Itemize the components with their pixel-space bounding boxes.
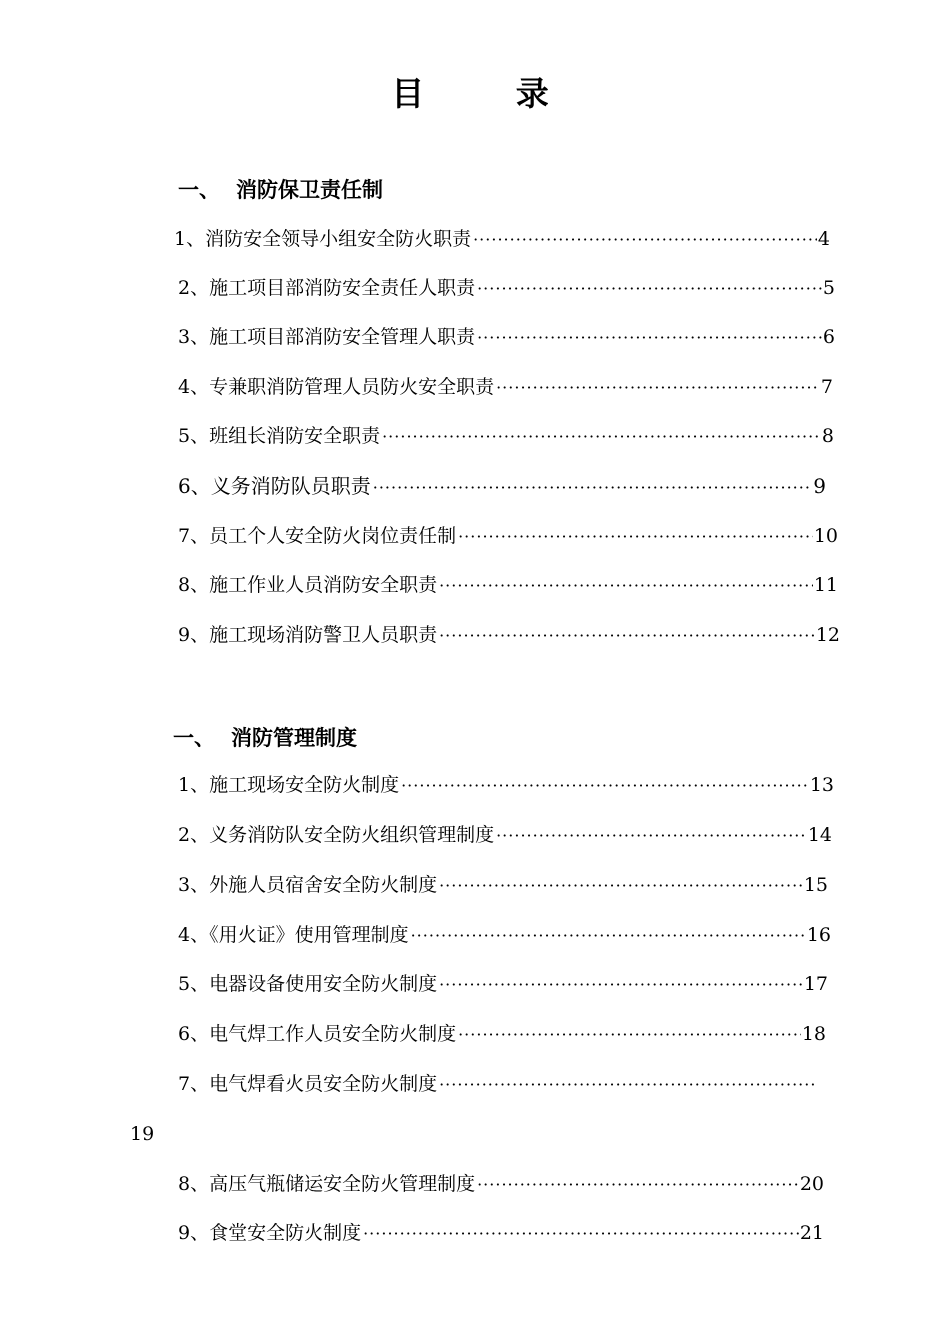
- leader-dots: [458, 1021, 801, 1049]
- leader-dots: [439, 872, 803, 900]
- leader-dots: [373, 474, 813, 502]
- toc-entry-page: 17: [803, 973, 828, 995]
- leader-dots: [477, 1171, 799, 1199]
- toc-entry-text: 8、高压气瓶储运安全防火管理制度: [178, 1173, 476, 1195]
- toc-entry-page: 8: [821, 425, 834, 447]
- toc-entry[interactable]: [178, 821, 832, 849]
- leader-dots: [439, 572, 813, 600]
- toc-entry-text: 5、班组长消防安全职责: [178, 425, 381, 447]
- toc-entry[interactable]: [178, 970, 828, 998]
- toc-entry[interactable]: [178, 1219, 824, 1247]
- toc-entry[interactable]: [178, 771, 834, 799]
- toc-entry-page: 5: [822, 277, 835, 299]
- section-heading-1: [178, 174, 383, 204]
- toc-entry-text: 5、电器设备使用安全防火制度: [178, 973, 438, 995]
- section-heading-2: [173, 722, 357, 752]
- section-number: 一、: [178, 178, 220, 202]
- leader-dots: [439, 622, 815, 650]
- toc-entry-text: 2、施工项目部消防安全责任人职责: [178, 277, 476, 299]
- toc-entry[interactable]: [178, 871, 828, 899]
- leader-dots: [458, 523, 813, 551]
- toc-entry-text: 1、消防安全领导小组安全防火职责: [174, 228, 472, 250]
- leader-dots: [401, 772, 809, 800]
- toc-entry-page: 7: [820, 376, 833, 398]
- toc-entry-page: 21: [799, 1222, 824, 1244]
- leader-dots: [477, 275, 822, 303]
- leader-dots: [496, 374, 820, 402]
- toc-entry-text: 7、电气焊看火员安全防火制度: [178, 1073, 438, 1095]
- toc-entry-text: 1、施工现场安全防火制度: [178, 774, 400, 796]
- toc-entry[interactable]: [174, 225, 830, 253]
- toc-entry-page: 6: [822, 326, 835, 348]
- toc-entry[interactable]: [178, 621, 840, 649]
- toc-entry-page: 15: [803, 874, 828, 896]
- toc-entry-page: 4: [817, 228, 830, 250]
- toc-entry[interactable]: [178, 1170, 824, 1198]
- toc-entry-text: 9、食堂安全防火制度: [178, 1222, 362, 1244]
- toc-entry[interactable]: [178, 921, 831, 949]
- leader-dots: [473, 226, 817, 254]
- leader-dots: [496, 822, 807, 850]
- toc-entry[interactable]: [178, 472, 826, 500]
- wrapped-page-number: 19: [130, 1123, 155, 1145]
- leader-dots: [382, 423, 821, 451]
- toc-entry[interactable]: [178, 274, 835, 302]
- toc-entry-text: 3、施工项目部消防安全管理人职责: [178, 326, 476, 348]
- leader-dots: [363, 1220, 799, 1248]
- toc-entry-page: 18: [801, 1023, 826, 1045]
- toc-entry[interactable]: [178, 323, 835, 351]
- toc-entry[interactable]: [178, 373, 833, 401]
- toc-entry-page: 10: [813, 525, 838, 547]
- toc-entry-text: 6、义务消防队员职责: [178, 474, 371, 498]
- leader-dots: [439, 1071, 817, 1099]
- toc-entry-page: 13: [809, 774, 834, 796]
- toc-entry-page: 11: [813, 574, 838, 596]
- toc-entry-page: 20: [799, 1173, 824, 1195]
- section-number: 一、: [173, 726, 215, 750]
- toc-entry-text: 3、外施人员宿舍安全防火制度: [178, 874, 438, 896]
- section-title: 消防保卫责任制: [236, 178, 383, 202]
- toc-entry-text: 4、专兼职消防管理人员防火安全职责: [178, 376, 495, 398]
- leader-dots: [439, 971, 803, 999]
- leader-dots: [477, 324, 822, 352]
- toc-entry-page: 14: [807, 824, 832, 846]
- toc-entry-text: 6、电气焊工作人员安全防火制度: [178, 1023, 457, 1045]
- toc-entry-page: 16: [806, 924, 831, 946]
- section-title: 消防管理制度: [231, 726, 357, 750]
- toc-entry-text: 7、员工个人安全防火岗位责任制: [178, 525, 457, 547]
- toc-entry-page: 9: [813, 474, 826, 498]
- toc-entry[interactable]: [178, 1070, 818, 1098]
- toc-entry-text: 2、义务消防队安全防火组织管理制度: [178, 824, 495, 846]
- toc-entry-text: 9、施工现场消防警卫人员职责: [178, 624, 438, 646]
- toc-entry[interactable]: [178, 522, 838, 550]
- toc-entry-text: 8、施工作业人员消防安全职责: [178, 574, 438, 596]
- toc-entry[interactable]: [178, 1020, 826, 1048]
- toc-entry-text: 4、《用火证》使用管理制度: [178, 924, 409, 946]
- toc-entry-page: 12: [815, 624, 840, 646]
- toc-title: 目 录: [391, 74, 589, 113]
- leader-dots: [411, 922, 806, 950]
- toc-entry[interactable]: [178, 571, 838, 599]
- toc-entry[interactable]: [178, 422, 834, 450]
